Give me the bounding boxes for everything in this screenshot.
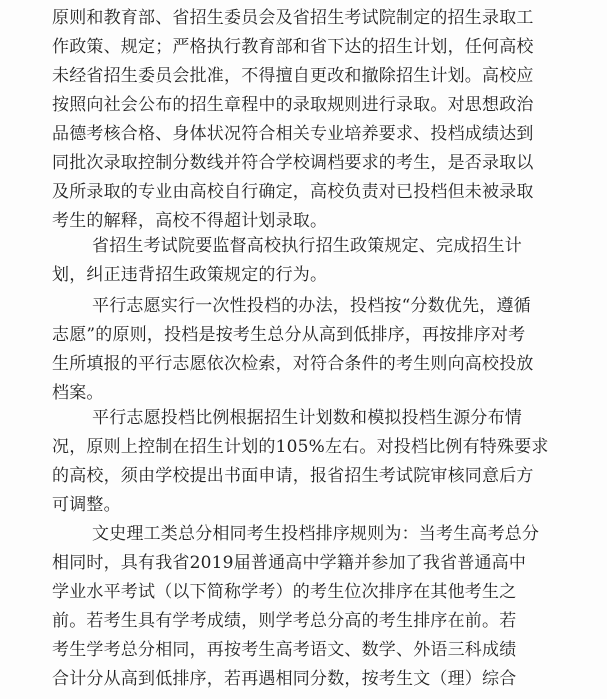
- text-line: 同批次录取控制分数线并符合学校调档要求的考生，是否录取以: [52, 153, 534, 173]
- text-line: 平行志愿实行一次性投档的办法，投档按“分数优先，遵循: [92, 296, 531, 316]
- text-line: 的高校，须由学校提出书面申请，报省招生考试院审核同意后方: [52, 466, 534, 486]
- text-line: 品德考核合格、身体状况符合相关专业培养要求、投档成绩达到: [52, 124, 534, 144]
- text-line: 志愿”的原则，投档是按考生总分从高到低排序，再按排序对考: [52, 325, 526, 345]
- text-line: 可调整。: [52, 495, 121, 515]
- text-line: 原则和教育部、省招生委员会及省招生考试院制定的招生录取工: [52, 8, 534, 28]
- text-line: 作政策、规定；严格执行教育部和省下达的招生计划，任何高校: [52, 37, 534, 57]
- text-line: 划，纠正违背招生政策规定的行为。: [52, 265, 328, 285]
- paragraph-parallel-volunteer: [52, 292, 562, 408]
- text-line: 况，原则上控制在招生计划的105%左右。对投档比例有特殊要求: [52, 437, 549, 457]
- text-line: 相同时，具有我省2019届普通高中学籍并参加了我省普通高中: [52, 553, 527, 573]
- text-line: 档案。: [52, 383, 104, 403]
- text-line: 省招生考试院要监督高校执行招生政策规定、完成招生计: [92, 236, 522, 256]
- paragraph-supervision: [52, 232, 562, 290]
- text-line: 前。若考生具有学考成绩，则学考总分高的考生排序在前。若: [52, 611, 517, 631]
- text-line: 考生学考总分相同，再按考生高考语文、数学、外语三科成绩: [52, 640, 517, 660]
- text-line: 按照向社会公布的招生章程中的录取规则进行录取。对思想政治: [52, 95, 534, 115]
- text-line: 平行志愿投档比例根据招生计划数和模拟投档生源分布情: [92, 408, 522, 428]
- text-line: 及所录取的专业由高校自行确定，高校负责对已投档但未被录取: [52, 182, 534, 202]
- paragraph-ratio: [52, 404, 562, 520]
- text-line: 未经省招生委员会批准，不得擅自更改和撤除招生计划。高校应: [52, 66, 534, 86]
- paragraph-admission-principles: [52, 4, 562, 236]
- text-line: 学业水平考试（以下简称学考）的考生位次排序在其他考生之: [52, 582, 517, 602]
- paragraph-tie-break-rules: [52, 520, 562, 694]
- text-line: 考生的解释，高校不得超计划录取。: [52, 211, 328, 231]
- text-line: 文史理工类总分相同考生投档排序规则为：当考生高考总分: [92, 524, 540, 544]
- text-line: 合计分从高到低排序，若再遇相同分数，按考生文（理）综合: [52, 669, 517, 689]
- text-line: 生所填报的平行志愿依次检索，对符合条件的考生则向高校投放: [52, 354, 534, 374]
